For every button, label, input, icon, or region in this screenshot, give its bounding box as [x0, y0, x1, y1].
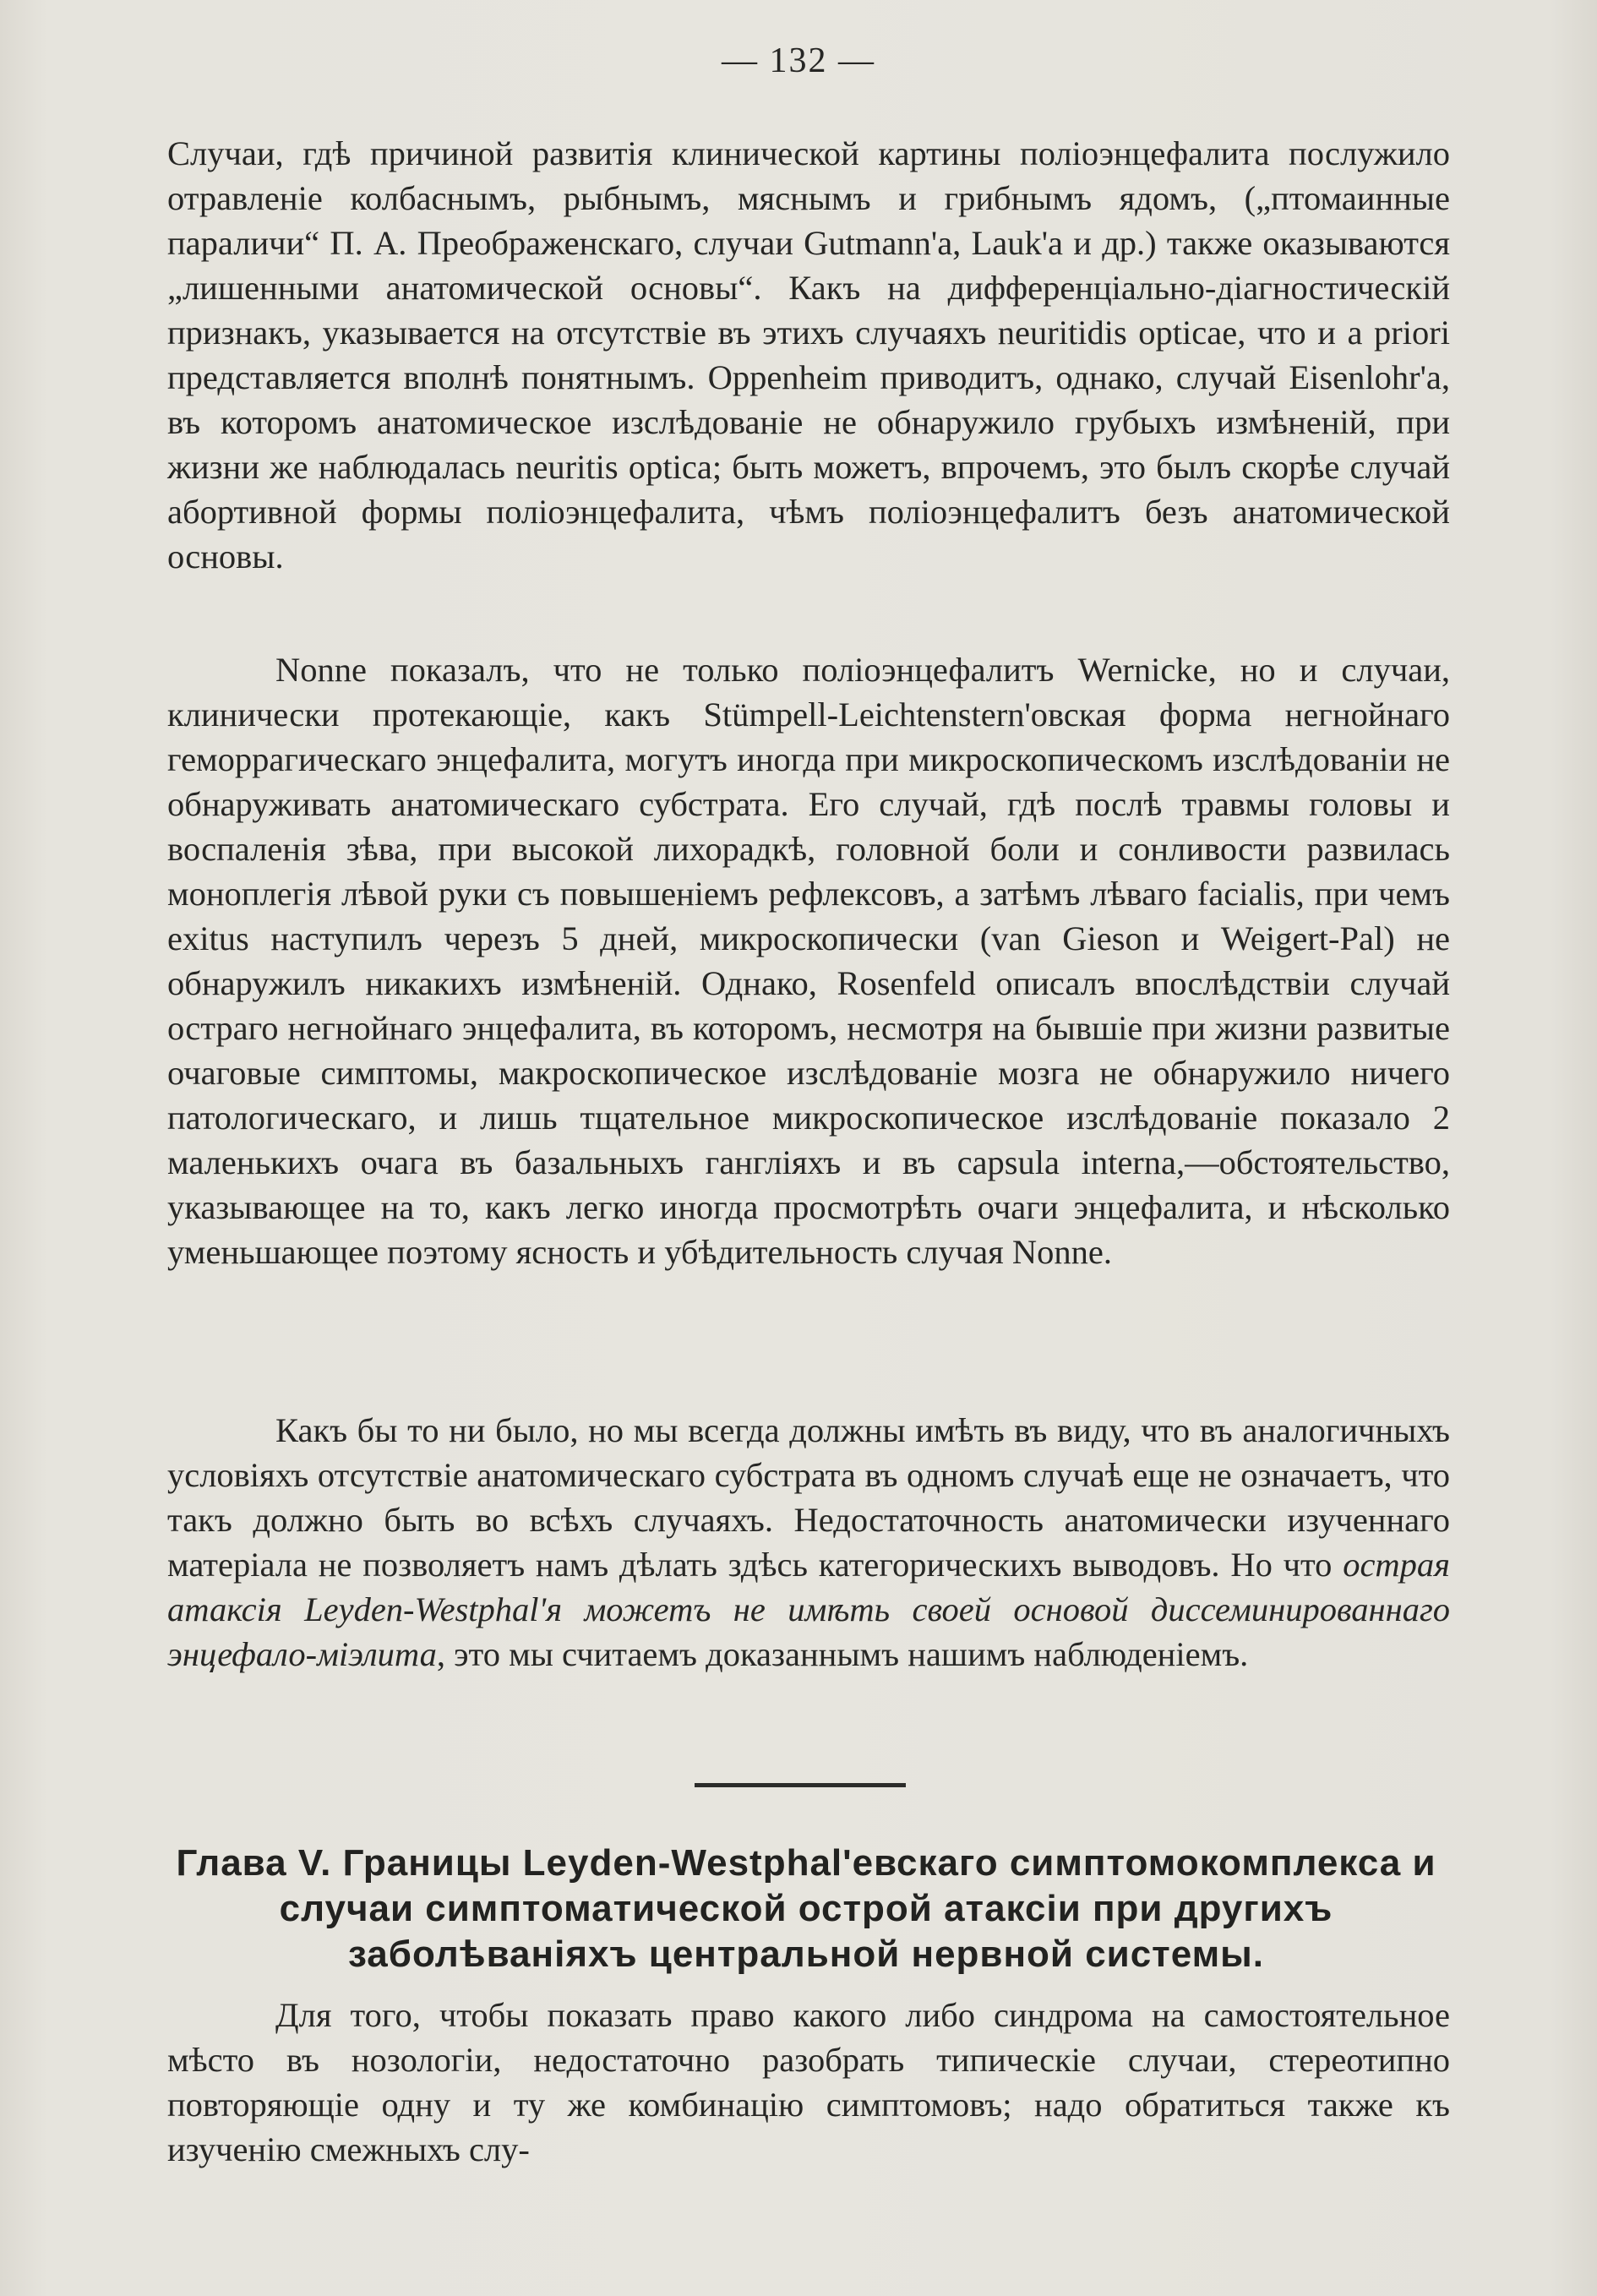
- paragraph-3-tail: , это мы считаемъ доказаннымъ нашимъ наблюденіемъ.: [436, 1635, 1249, 1673]
- page-number: — 132 —: [722, 41, 875, 80]
- paragraph-3: [167, 1408, 1450, 1677]
- paragraph-4-text: Для того, чтобы показать право какого либо синдрома на самостоятельное мѣсто въ нозологіи, недостаточно разобрать типическіе случаи, стереотипно повторяющіе одну и ту же комбинацію симптомовъ; надо обратиться также къ изученію смежныхъ слу-: [167, 1996, 1450, 2168]
- paragraph-3-plain: Какъ бы то ни было, но мы всегда должны имѣть въ виду, что въ аналогичныхъ условіяхъ отсутствіе анатомическаго субстрата въ одномъ случаѣ еще не означаетъ, что такъ должно быть во всѣхъ случаяхъ. Недостаточность анатомически изученнаго матеріала не позволяетъ намъ дѣлать здѣсь категорическихъ выводовъ. Но что: [167, 1411, 1450, 1584]
- paragraph-1: [167, 131, 1450, 579]
- paragraph-2: [167, 647, 1450, 1274]
- paragraph-2-text: Nonne показалъ, что не только поліоэнцефалитъ Wernicke, но и случаи, клинически протекающіе, какъ Stümpell-Leichtenstern'овская форма негнойнаго геморрагическаго энцефалита, могутъ иногда при микроскопическомъ изслѣдованіи не обнаруживать анатомическаго субстрата. Его случай, гдѣ послѣ травмы головы и воспаленія зѣва, при высокой лихорадкѣ, головной боли и сонливости развилась моноплегія лѣвой руки съ повышеніемъ рефлексовъ, а затѣмъ лѣваго facialis, при чемъ exitus наступилъ черезъ 5 дней, микроскопически (van Gieson и Weigert-Pal) не обнаружилъ никакихъ измѣненій. Однако, Rosenfeld описалъ впослѣдствіи случай остраго негнойнаго энцефалита, въ которомъ, несмотря на бывшіе при жизни развитые очаговые симптомы, макроскопическое изслѣдованіе мозга не обнаружило ничего патологическаго, и лишь тщательное микроскопическое изслѣдованіе показало 2 маленькихъ очага въ базальныхъ гангліяхъ и въ capsula interna,—обстоятельство, указывающее на то, какъ легко иногда просмотрѣть очаги энцефалита, и нѣсколько уменьшающее поэтому ясность и убѣдительность случая Nonne.: [167, 651, 1450, 1271]
- section-divider: [695, 1783, 906, 1787]
- chapter-heading: Глава V. Границы Leyden-Westphal'евскаго симптомокомплекса и случаи симптоматической острой атаксіи при другихъ заболѣваніяхъ центральной нервной системы.: [176, 1842, 1436, 1975]
- paragraph-1-text: Случаи, гдѣ причиной развитія клинической картины поліоэнцефалита послужило отравленіе колбаснымъ, рыбнымъ, мяснымъ и грибнымъ ядомъ, („птомаинные параличи“ П. А. Преображенскаго, случаи Gutmann'a, Lauk'a и др.) также оказываются „лишенными анатомической основы“. Какъ на дифференціально-діагностическій признакъ, указывается на отсутствіе въ этихъ случаяхъ neuritidis opticae, что и a priori представляется вполнѣ понятнымъ. Oppenheim приводитъ, однако, случай Eisenlohr'a, въ которомъ анатомическое изслѣдованіе не обнаружило грубыхъ измѣненій, при жизни же наблюдалась neuritis optica; быть можетъ, впрочемъ, это былъ скорѣе случай абортивной формы поліоэнцефалита, чѣмъ поліоэнцефалитъ безъ анатомической основы.: [167, 134, 1450, 575]
- paragraph-3-emphasis: острая атаксія Leyden-Westphal'я можетъ не имѣть своей основой диссеминированнаго энцефало-міэлита: [167, 1546, 1450, 1673]
- paragraph-3-text: [167, 1408, 1450, 1677]
- paragraph-4: [167, 1993, 1450, 2172]
